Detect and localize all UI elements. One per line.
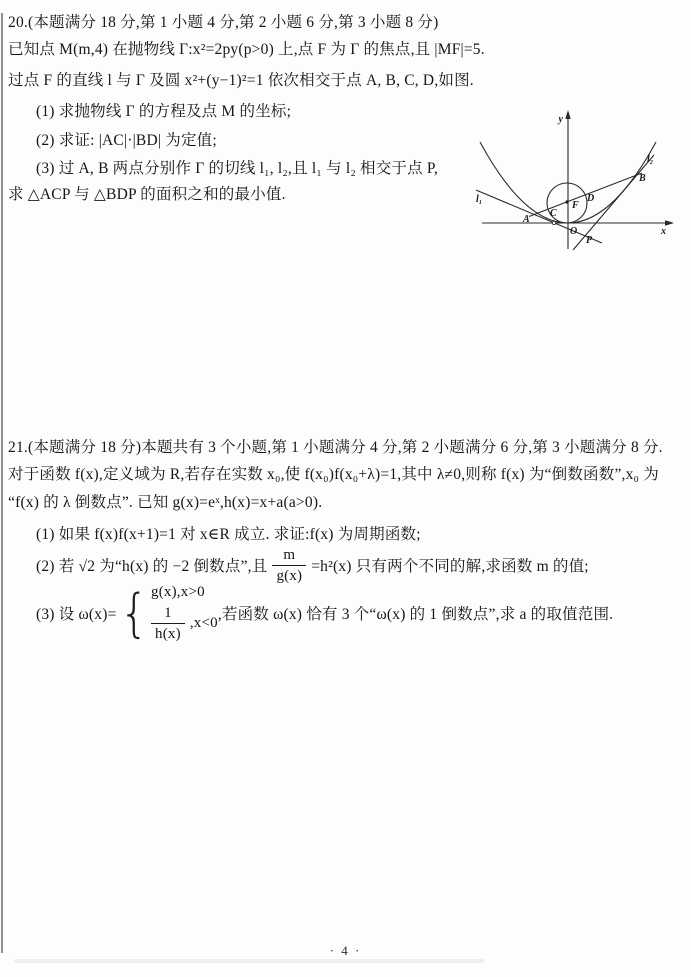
- problem-20-part2: (2) 求证: |AC|·|BD| 为定值;: [36, 132, 217, 149]
- piecewise-cases: [151, 584, 218, 643]
- page-number: · 4 ·: [329, 943, 362, 958]
- problem-20-part3b: 求 △ACP 与 △BDP 的面积之和的最小值.: [8, 186, 286, 203]
- problem-20-line1: 已知点 M(m,4) 在抛物线 Γ:x²=2py(p>0) 上,点 F 为 Γ 的焦点,且 |MF|=5.: [8, 41, 485, 58]
- problem-21-line2: “f(x) 的 λ 倒数点”. 已知 g(x)=eˣ,h(x)=x+a(a>0).: [8, 494, 323, 511]
- problem-20-part1: (1) 求抛物线 Γ 的方程及点 M 的坐标;: [36, 103, 292, 120]
- label-F: F: [572, 200, 579, 211]
- figure-parabola-diagram: [468, 100, 691, 253]
- axis-intersection-dot: [552, 221, 555, 224]
- case2-condition: ,x<0: [189, 614, 218, 631]
- problem-20-header: 20.(本题满分 18 分,第 1 小题 4 分,第 2 小题 6 分,第 3 小题 8 分): [8, 14, 439, 31]
- problem-21-part1: (1) 如果 f(x)f(x+1)=1 对 x∈R 成立. 求证:f(x) 为周期函数;: [36, 526, 421, 543]
- label-x: x: [661, 226, 666, 237]
- part2-fraction: [272, 546, 306, 585]
- label-D: D: [587, 193, 595, 204]
- label-l2: l₂: [647, 154, 654, 165]
- part2-prefix: (2) 若 √2 为“h(x) 的 −2 倒数点”,且: [36, 558, 268, 575]
- parabola-diagram-svg: [468, 100, 691, 253]
- scan-bottom-smudge: [14, 959, 484, 963]
- problem-20-part3a: (3) 过 A, B 两点分别作 Γ 的切线 l₁, l₂,且 l₁ 与 l₂ 相交于点 P,: [36, 160, 439, 177]
- problem-21-header: 21.(本题满分 18 分)本题共有 3 个小题,第 1 小题满分 4 分,第 2 小题满分 6 分,第 3 小题满分 8 分.: [8, 439, 663, 456]
- case-row-1: g(x),x>0: [151, 583, 205, 600]
- case2-fraction-numerator: 1: [164, 604, 172, 621]
- y-axis-arrow: [565, 110, 570, 119]
- point-F-dot: [565, 200, 568, 203]
- case2-fraction-denominator: h(x): [151, 623, 185, 643]
- case2-fraction: [151, 604, 185, 643]
- label-l1: l₁: [476, 194, 483, 205]
- label-origin: O: [570, 226, 578, 237]
- problem-21-part3: [36, 582, 614, 644]
- part2-fraction-denominator: g(x): [272, 565, 306, 585]
- label-A: A: [523, 214, 530, 225]
- part3-suffix: ,若函数 ω(x) 恰有 3 个“ω(x) 的 1 倒数点”,求 a 的取值范围.: [217, 606, 614, 623]
- part3-prefix: (3) 设 ω(x)=: [36, 606, 117, 623]
- scan-left-border: [1, 13, 3, 953]
- label-P: P: [586, 235, 593, 246]
- label-C: C: [550, 208, 557, 219]
- part2-fraction-numerator: m: [283, 546, 296, 563]
- label-y: y: [558, 114, 563, 125]
- problem-21-part2: [36, 546, 589, 584]
- problem-21-line1: 对于函数 f(x),定义域为 R,若存在实数 x₀,使 f(x₀)f(x₀+λ)=1,其中 λ≠0,则称 f(x) 为“倒数函数”,x₀ 为: [8, 466, 659, 483]
- case-row-2: [151, 604, 218, 643]
- tangent-l1: [476, 190, 602, 243]
- x-axis-arrow: [665, 220, 674, 225]
- problem-20-line2: 过点 F 的直线 l 与 Γ 及圆 x²+(y−1)²=1 依次相交于点 A, B, C, D,如图.: [8, 72, 474, 89]
- part2-suffix: =h²(x) 只有两个不同的解,求函数 m 的值;: [311, 558, 589, 575]
- label-B: B: [639, 173, 646, 184]
- cases-brace: {: [119, 582, 150, 644]
